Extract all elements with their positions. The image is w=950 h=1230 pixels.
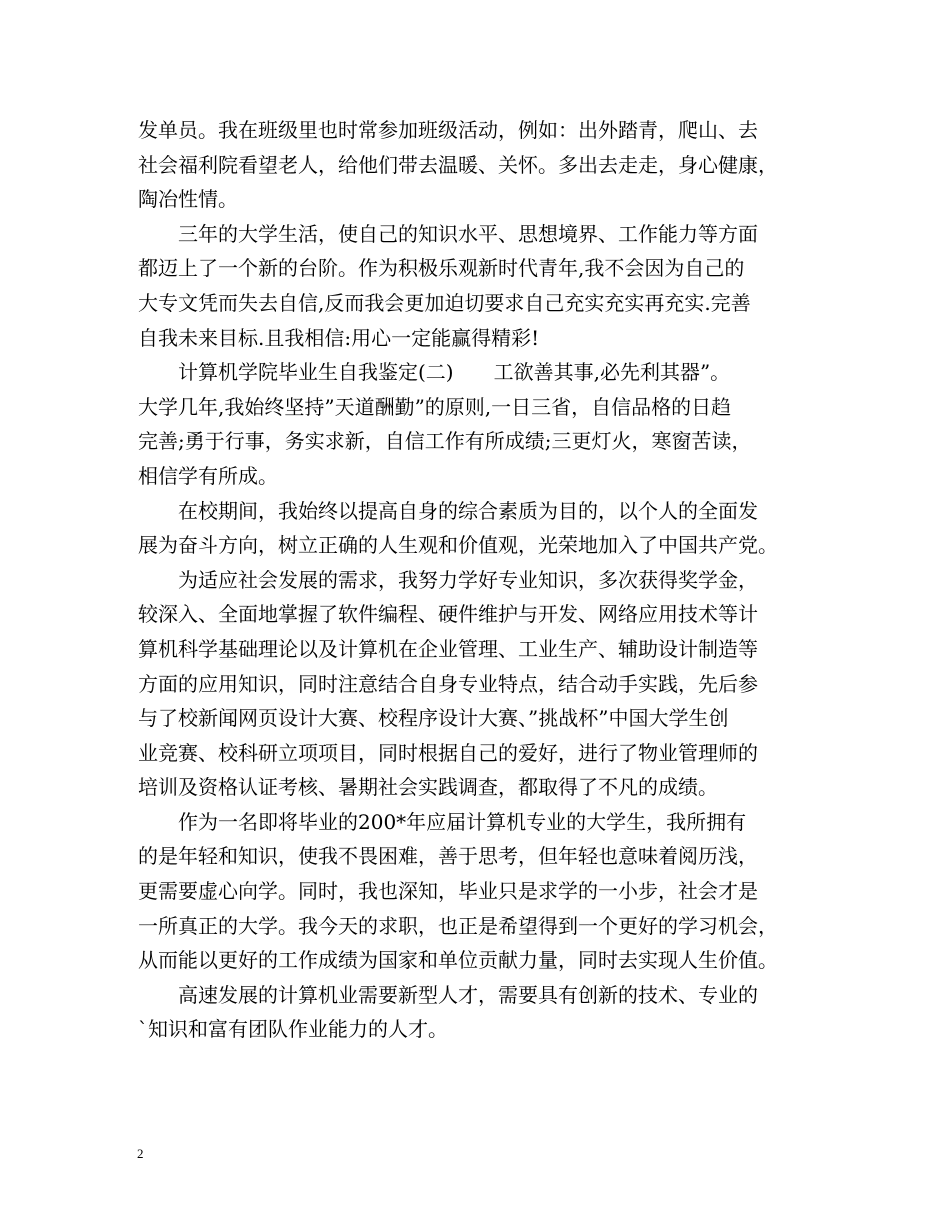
text-line: 展为奋斗方向，树立正确的人生观和价值观，光荣地加入了中国共产党。	[138, 533, 778, 558]
text-line: 计算机学院毕业生自我鉴定(二) 工欲善其事,必先利其器”。	[138, 360, 731, 385]
text-line: 算机科学基础理论以及计算机在企业管理、工业生产、辅助设计制造等	[138, 636, 758, 661]
text-line: 自我未来目标.且我相信:用心一定能赢得精彩!	[138, 325, 540, 350]
text-line: 高速发展的计算机业需要新型人才，需要具有创新的技术、专业的	[138, 982, 758, 1007]
text-line: 从而能以更好的工作成绩为国家和单位贡献力量，同时去实现人生价值。	[138, 948, 778, 973]
text-line: 大学几年,我始终坚持”天道酬勤”的原则,一日三省，自信品格的日趋	[138, 394, 732, 419]
text-line: 大专文凭而失去自信,反而我会更加迫切要求自己充实充实再充实.完善	[138, 290, 751, 315]
text-line: 的是年轻和知识，使我不畏困难，善于思考，但年轻也意味着阅历浅，	[138, 844, 758, 869]
text-line: 较深入、全面地掌握了软件编程、硬件维护与开发、网络应用技术等计	[138, 602, 758, 627]
text-line: 发单员。我在班级里也时常参加班级活动，例如：出外踏青，爬山、去	[138, 118, 758, 142]
text-line: 都迈上了一个新的台阶。作为积极乐观新时代青年,我不会因为自己的	[138, 256, 745, 281]
text-line: 与了校新闻网页设计大赛、校程序设计大赛、”挑战杯”中国大学生创	[138, 706, 729, 731]
text-line: 陶冶性情。	[138, 187, 238, 212]
text-line: 更需要虚心向学。同时，我也深知，毕业只是求学的一小步，社会才是	[138, 879, 758, 904]
text-line: 相信学有所成。	[138, 463, 278, 488]
body-text	[138, 113, 828, 1047]
text-line: 作为一名即将毕业的200*年应届计算机专业的大学生，我所拥有	[138, 809, 747, 834]
text-line: 一所真正的大学。我今天的求职，也正是希望得到一个更好的学习机会，	[138, 913, 778, 938]
text-line: 完善;勇于行事，务实求新，自信工作有所成绩;三更灯火，寒窗苦读，	[138, 429, 752, 454]
page-number: 2	[137, 1146, 144, 1161]
text-line: 方面的应用知识，同时注意结合自身专业特点，结合动手实践，先后参	[138, 671, 758, 696]
text-line: 三年的大学生活，使自己的知识水平、思想境界、工作能力等方面	[138, 221, 758, 246]
text-line: 为适应社会发展的需求，我努力学好专业知识，多次获得奖学金，	[138, 567, 758, 592]
text-line: `知识和富有团队作业能力的人才。	[138, 1017, 448, 1042]
text-line: 业竞赛、校科研立项项目，同时根据自己的爱好，进行了物业管理师的	[138, 740, 758, 765]
text-line: 社会福利院看望老人，给他们带去温暖、关怀。多出去走走，身心健康，	[138, 152, 778, 177]
text-line: 在校期间，我始终以提高自身的综合素质为目的，以个人的全面发	[138, 498, 758, 523]
text-line: 培训及资格认证考核、暑期社会实践调查，都取得了不凡的成绩。	[138, 775, 718, 800]
